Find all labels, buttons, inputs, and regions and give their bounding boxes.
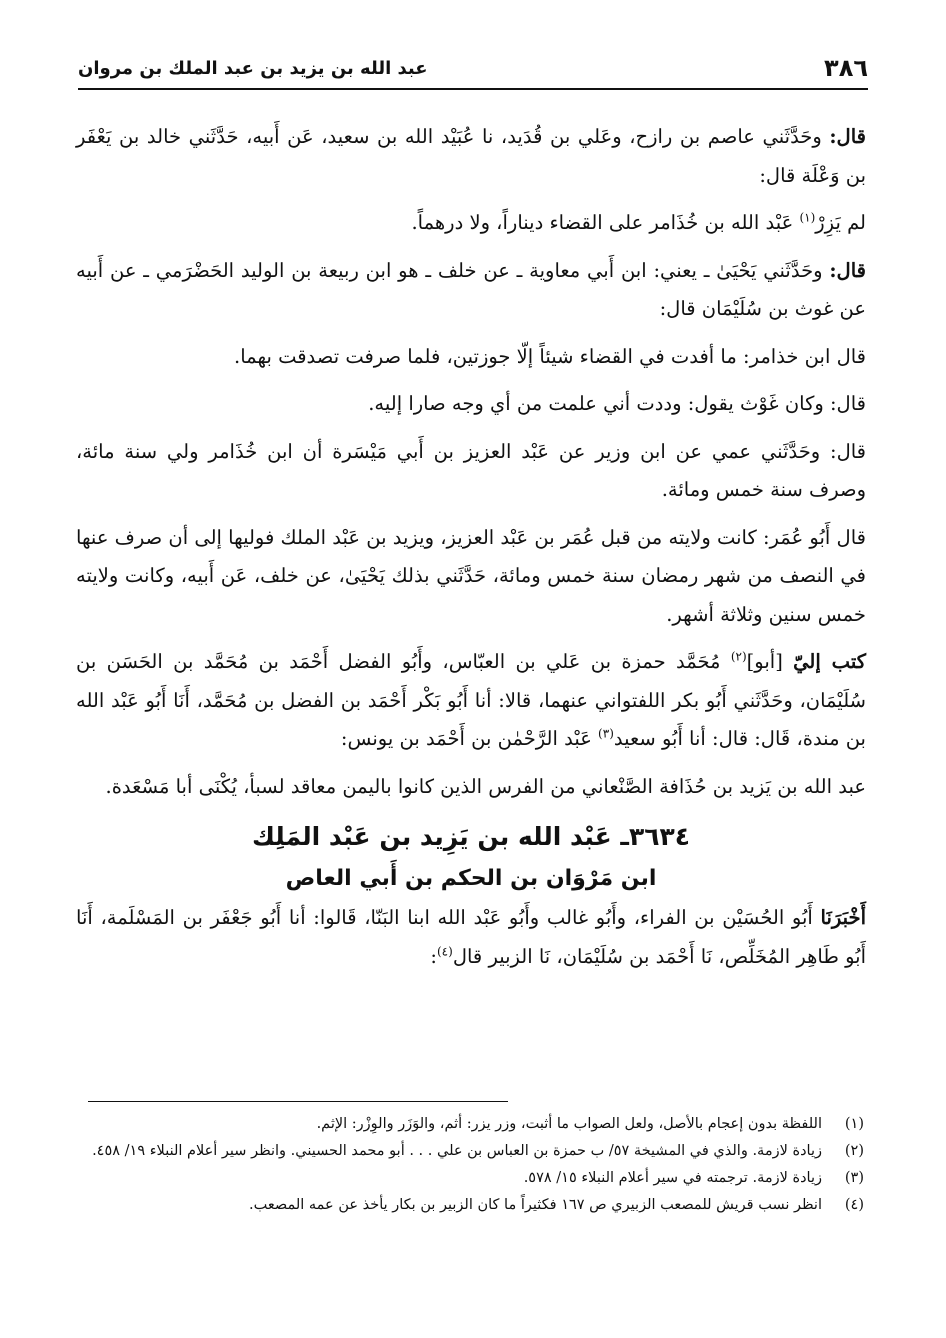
paragraph-text: قال ابن خذامر: ما أفدت في القضاء شيئاً إلّا جوزتين، فلما صرفت تصدقت بهما.: [234, 344, 866, 368]
paragraph-text: قال أَبُو عُمَر: كانت ولايته من قبل عُمَر بن عَبْد العزيز، ويزيد بن عَبْد الملك فوليها إلى أن صرف عنها في النصف من شهر رمضان سنة خمس ومائة، حَدَّثَني بذلك يَحْيَىٰ، عن خلف، عَن أَبيه، وكانت ولايته خمس سنين وثلاثة أشهر.: [76, 525, 866, 626]
main-text: [76, 118, 866, 985]
paragraph-text: [أبو]: [746, 650, 794, 673]
footnote-divider: [88, 1101, 508, 1102]
paragraph-text: عَبْد الرَّحْمٰن بن أَحْمَد بن يونس:: [340, 727, 599, 750]
paragraph-text: قال: وحَدَّثَني عمي عن ابن وزير عن عَبْد العزيز بن أَبي مَيْسَرة أن ابن خُذَامر ولي سنة مائة، وصرف سنة خمس ومائة.: [76, 439, 867, 501]
footnote-ref: (٣): [598, 726, 614, 741]
footnote-text: انظر نسب قريش للمصعب الزبيري ص ١٦٧ فكثيراً ما كان الزبير بن بكار يأخذ عن عمه المصعب.: [249, 1197, 822, 1213]
footnote-number: (٣): [844, 1170, 864, 1186]
paragraph-text: مُحَمَّد حمزة بن عَلي بن العبّاس، وأَبُو الفضل أَحْمَد بن مُحَمَّد بن الحَسَن بن سُلَيْمَان، وحَدَّثَني أَبُو بكر اللفتواني عنهما، قالا: أنا أَبُو بَكْر أَحْمَد بن الفضل بن مُحَمَّد، أَنَا أَبُو عَبْد الله بن مندة، قَال: قال: أنا أَبُو سعيد: [76, 650, 866, 750]
paragraph-lead: كتب إليّ: [793, 650, 866, 673]
paragraph: [76, 519, 866, 635]
footnote: [78, 1166, 864, 1191]
entry-title: ٣٦٣٤ـ عَبْد الله بن يَزِيد بن عَبْد المَلِك: [251, 822, 691, 851]
paragraph-lead: أَخْبَرَنَا: [820, 906, 866, 929]
page-number: ٣٨٦: [824, 54, 868, 82]
entry-subtitle: ابن مَرْوَان بن الحكم بن أَبي العاص: [285, 866, 657, 891]
running-title: عبد الله بن يزيد بن عبد الملك بن مروان: [78, 58, 428, 79]
paragraph-text: وحَدَّثَني يَحْيَىٰ ـ يعني: ابن أَبي معاوية ـ عن خلف ـ هو ابن ربيعة بن الوليد الحَضْرَمي ـ عن أَبيه عن غوث بن سُلَيْمَان قال:: [76, 258, 866, 320]
paragraph-text: أَبُو الحُسَيْن بن الفراء، وأَبُو غالب وأَبُو عَبْد الله ابنا البَنّا، قَالوا: أنا أَبُو جَعْفَر بن المَسْلَمة، أَنَا أَبُو طَاهِر المُخَلِّص، نَا أَحْمَد بن سُلَيْمَان، نَا الزبير قال: [76, 906, 866, 968]
footnote-text: زيادة لازمة. والذي في المشيخة ٥٧/ ب حمزة بن العباس بن علي . . . أبو محمد الحسيني. وانظر سير أعلام النبلاء ١٩/ ٤٥٨.: [92, 1143, 822, 1159]
footnote-text: زيادة لازمة. ترجمته في سير أعلام النبلاء ١٥/ ٥٧٨.: [523, 1170, 822, 1186]
paragraph: [76, 643, 866, 759]
footnotes: [78, 1110, 864, 1220]
footnote-number: (١): [844, 1116, 864, 1132]
paragraph-text: وحَدَّثَني عاصم بن رازح، وعَلي بن قُدَيد، نا عُبَيْد الله بن سعيد، عَن أَبيه، حَدَّثَني خالد بن يَعْفَر بن وَعْلَة قال:: [76, 125, 866, 187]
paragraph: [76, 252, 866, 329]
footnote: [78, 1139, 864, 1164]
paragraph: [76, 433, 866, 510]
paragraph-text: :: [430, 944, 437, 968]
footnote-text: اللفظة بدون إعجام بالأصل، ولعل الصواب ما أثبت، وزر يزر: أثم، والوَزَر والوِزْر: الإثم.: [316, 1116, 822, 1132]
footnote: [78, 1112, 864, 1137]
entry-heading: [76, 815, 866, 899]
page-header: [78, 52, 868, 90]
paragraph: [76, 118, 866, 195]
paragraph: [76, 338, 866, 377]
footnote: [78, 1193, 864, 1218]
paragraph: [76, 899, 866, 976]
paragraph-lead: قال:: [829, 258, 866, 282]
paragraph: [76, 385, 866, 424]
footnote-number: (٤): [844, 1197, 864, 1213]
paragraph-text: قال: وكان غَوْث يقول: وددت أني علمت من أي وجه صارا إليه.: [368, 392, 866, 415]
paragraph-text: عَبْد الله بن خُذَامر على القضاء ديناراً، ولا درهماً.: [411, 211, 800, 234]
footnote-ref: (١): [799, 210, 816, 225]
paragraph: [76, 768, 866, 807]
footnote-ref: (٢): [730, 649, 747, 664]
paragraph-text: لم يَزِرْ: [815, 211, 866, 234]
footnote-number: (٢): [844, 1143, 864, 1159]
footnote-ref: (٤): [436, 944, 453, 958]
paragraph-text: عبد الله بن يَزيد بن حُذَافة الصَّنْعاني من الفرس الذين كانوا باليمن معاقد لسبأ، يُكْنَى أبا مَسْعَدة.: [105, 774, 866, 798]
paragraph-lead: قال:: [829, 125, 866, 148]
paragraph: [76, 204, 866, 243]
